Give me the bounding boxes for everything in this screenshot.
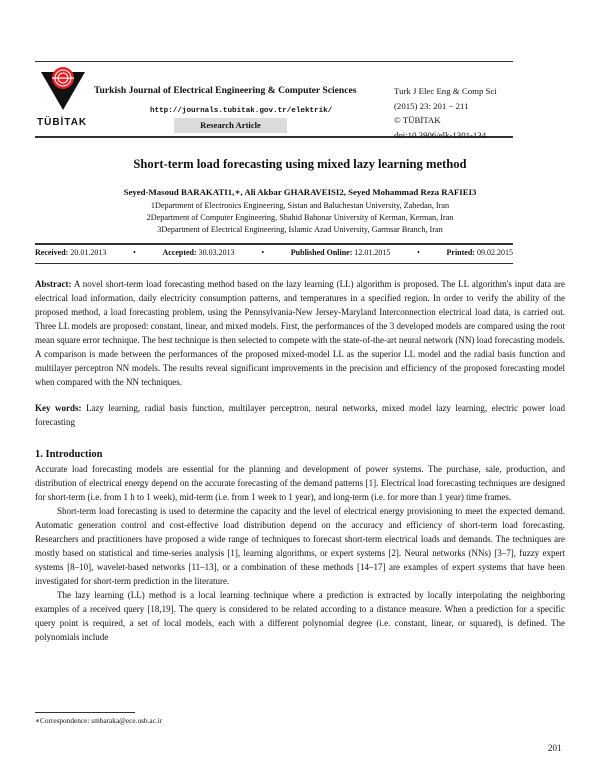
accepted-date: Accepted: 30.03.2013 <box>162 248 235 257</box>
keywords-text: Lazy learning, radial basis function, multilayer perceptron, neural networks, mixed model lazy learning, electric power load forecasting <box>35 403 565 427</box>
footnote: ∗Correspondence: smbaraka@ece.usb.ac.ir <box>35 716 163 725</box>
volume: (2015) 23: 201 − 211 <box>394 100 469 111</box>
authors: Seyed-Masoud BARAKATI1,∗, Ali Akbar GHARAVEISI2, Seyed Mohammad Reza RAFIEI3 <box>123 187 477 197</box>
page-number: 201 <box>548 743 562 753</box>
paper-title: Short-term load forecasting using mixed lazy learning method <box>133 157 467 171</box>
dates-bottom-rule <box>35 263 513 264</box>
paragraph: Short-term load forecasting is used to determine the capacity and the level of electrical energy provisioning to meet the expected demand. Automatic generation control and cost-effective load distribution depend on the accuracy and efficiency of short-term load forecasting. Researchers and practitioners have proposed a wide range of techniques to forecast short-term electrical loads and demands. The techniques are mostly based on statistical and time-series analysis [1], learning algorithms, or expert systems [2]. Neural networks (NNs) [3–7], fuzzy expert systems [8–10], wavelet-based networks [11–13], or a combination of these methods [14–17] are examples of expert systems that have been investigated for short-term prediction in the literature. <box>35 506 565 586</box>
affiliation: 3Department of Electrical Engineering, Islamic Azad University, Garmsar Branch, Iran <box>157 225 443 234</box>
abstract-label: Abstract: <box>35 279 72 289</box>
section-heading: 1. Introduction <box>35 449 103 460</box>
copyright: © TÜBİTAK <box>394 115 441 126</box>
citation: Turk J Elec Eng & Comp Sci <box>394 86 497 96</box>
printed-date: Printed: 09.02.2015 <box>446 248 513 257</box>
published-date: Published Online: 12.01.2015 <box>290 248 391 257</box>
paragraph: Accurate load forecasting models are essential for the planning and development of power systems. The purchase, sale, production, and distribution of electrical energy depend on the accurate forecasting of the demand patterns [1]. Electrical load forecasting techniques are designed for short-term (i.e. from 1 h to 1 week), mid-term (i.e. from 1 week to 1 year), and long-term (i.e. for more than 1 year) time frames. <box>35 464 565 502</box>
abstract <box>35 277 565 389</box>
keywords <box>35 401 565 429</box>
header-top-rule <box>35 61 513 62</box>
footnote-rule <box>35 712 135 713</box>
affiliation: 1Department of Electronics Engineering, Sistan and Baluchestan University, Zahedan, Iran <box>150 201 450 210</box>
logo-text: TÜBİTAK <box>37 117 88 128</box>
citation-block <box>394 84 497 142</box>
keywords-label: Key words: <box>35 403 82 413</box>
dates-bar <box>35 248 513 257</box>
separator: • <box>132 248 136 257</box>
separator: • <box>417 248 420 257</box>
journal-url[interactable]: http://journals.tubitak.gov.tr/elektrik/ <box>150 107 333 115</box>
journal-title: Turkish Journal of Electrical Engineering & Computer Sciences <box>94 85 357 96</box>
body-flow <box>35 277 565 644</box>
article-type-badge: Research Article <box>174 118 287 133</box>
affiliation: 2Department of Computer Engineering, Shahid Bahonar University of Kerman, Kerman, Iran <box>146 213 454 222</box>
separator: • <box>261 248 265 257</box>
dates-top-rule <box>35 243 513 245</box>
received-date: Received: 20.01.2013 <box>35 248 107 257</box>
paragraph: The lazy learning (LL) method is a local learning technique where a prediction is extracted by locally interpolating the neighboring examples of a received query [18,19]. The query is considered to be related according to a distance measure. When a prediction for a specific query point is required, a set of local models, each with a different polynomial degree (i.e. constant, linear, or squared), is defined. The polynomials include <box>35 590 565 642</box>
abstract-text: A novel short-term load forecasting method based on the lazy learning (LL) algorithm is proposed. The LL algorithm's input data are electrical load information, daily electricity consumption patterns, and temperatures in a specified region. In order to verify the ability of the proposed method, a load forecasting problem, using the Pennsylvania-New Jersey-Maryland Interconnection electrical load data, is carried out. Three LL models are proposed: constant, linear, and mixed models. First, the performances of the 3 developed models are compared using the root mean square error technique. The best technique is then selected to compete with the state-of-the-art neural network (NN) load forecasting models. A comparison is made between the performances of the proposed mixed-model LL as the superior LL model and the radial basis function and multilayer perceptron NN models. The results reveal significant improvements in the precision and efficiency of the proposed forecasting model when compared with the NN techniques. <box>35 279 565 387</box>
doi[interactable]: doi:10.3906/elk-1301-134 <box>394 129 487 140</box>
